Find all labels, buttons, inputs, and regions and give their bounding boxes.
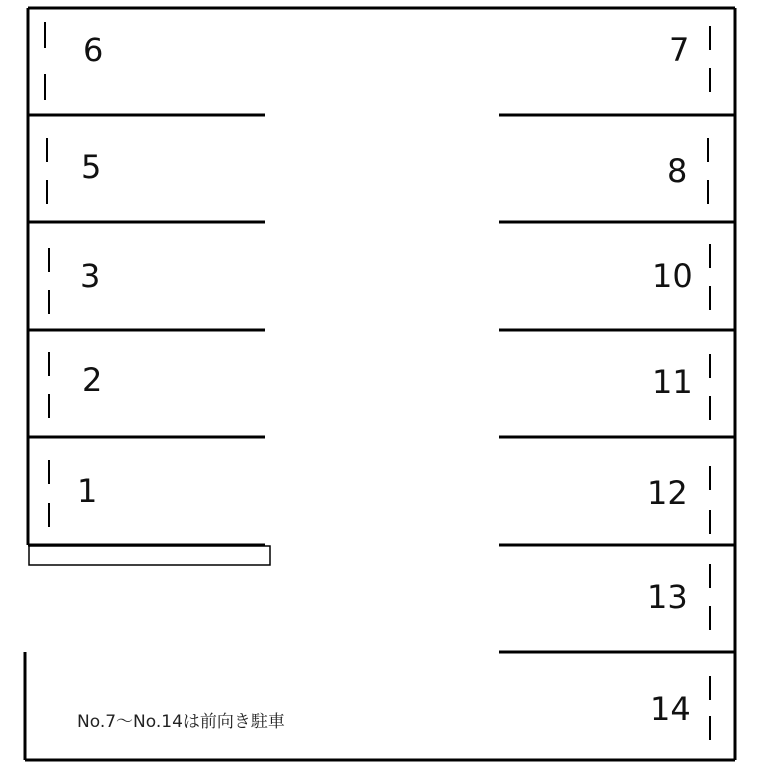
space-number-7: 7 [669, 31, 690, 69]
space-number-6: 6 [83, 31, 104, 69]
space-number-11: 11 [652, 363, 693, 401]
wheel-stop-right [708, 26, 710, 740]
curb-block [29, 546, 270, 565]
space-number-10: 10 [652, 257, 693, 295]
space-number-8: 8 [667, 152, 688, 190]
space-number-1: 1 [77, 472, 98, 510]
space-number-3: 3 [80, 257, 101, 295]
parking-note: No.7～No.14は前向き駐車 [77, 712, 285, 732]
space-number-13: 13 [647, 578, 688, 616]
space-number-12: 12 [647, 474, 688, 512]
space-number-5: 5 [81, 148, 102, 186]
wheel-stop-left [45, 22, 49, 527]
space-number-14: 14 [650, 690, 691, 728]
space-number-2: 2 [82, 361, 103, 399]
